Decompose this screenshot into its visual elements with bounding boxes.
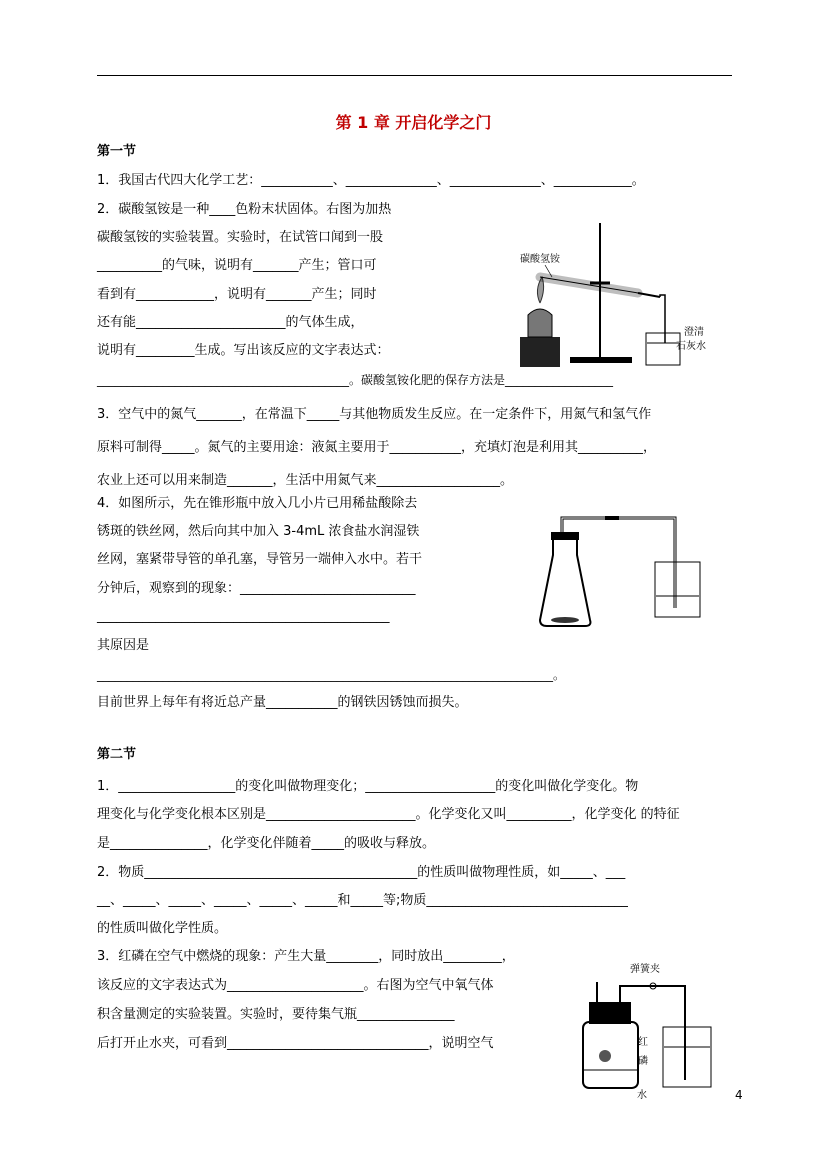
question-line: 4．如图所示，先在锥形瓶中放入几小片已用稀盐酸除去 <box>97 496 418 511</box>
water-label: 水 <box>637 1090 647 1101</box>
page-title: 第 1 章 开启化学之门 <box>335 113 492 132</box>
question-line: 的性质叫做化学性质。 <box>97 921 228 936</box>
question-line: 说明有_________生成。写出该反应的文字表达式： <box>97 343 390 358</box>
phosphorus-label: 磷 <box>638 1056 648 1067</box>
question-line: 碳酸氢铵的实验装置。实验时，在试管口闻到一股 <box>97 230 384 245</box>
clip-label: 弹簧夹 <box>630 964 660 975</box>
page-number: 4 <box>735 1088 743 1102</box>
question-line: __________________________________________。碳酸氢铵化肥的保存方法是__________________ <box>97 373 614 387</box>
question-line: _____________________________________________ <box>97 609 390 624</box>
question-line: ____________________________________________________________________________。 <box>97 668 566 682</box>
oxygen-measurement-apparatus <box>575 952 725 1102</box>
question-line: 积含量测定的实验装置。实验时，要待集气瓶_______________ <box>97 1007 455 1022</box>
ammonium-bicarbonate-apparatus <box>510 215 710 370</box>
question-line: 1．我国古代四大化学工艺：___________、______________、______________、____________。 <box>97 173 645 188</box>
question-line: 锈斑的铁丝网，然后向其中加入 3-4mL 浓食盐水润湿铁 <box>97 524 420 539</box>
question-line: 农业上还可以用来制造_______，生活中用氮气来___________________。 <box>97 473 514 488</box>
question-line: __________的气味，说明有_______产生；管口可 <box>97 258 377 273</box>
question-line: 看到有____________，说明有_______产生；同时 <box>97 287 377 302</box>
section-heading: 第二节 <box>97 747 137 762</box>
question-line: 3．空气中的氮气_______，在常温下_____与其他物质发生反应。在一定条件下，用氮气和氢气作 <box>97 407 652 422</box>
question-line: 2．物质__________________________________________的性质叫做物理性质，如_____、___ <box>97 865 626 880</box>
question-line: 原料可制得_____。氮气的主要用途：液氮主要用于___________，充填灯泡是利用其__________， <box>97 440 657 455</box>
question-line: 还有能_______________________的气体生成， <box>97 315 364 330</box>
question-line: 目前世界上每年有将近总产量___________的钢铁因锈蚀而损失。 <box>97 695 468 710</box>
header-rule <box>97 75 732 76</box>
limewater-label-1: 澄清 <box>684 327 704 338</box>
question-line: 分钟后，观察到的现象：___________________________ <box>97 581 416 596</box>
section-heading: 第一节 <box>97 144 137 159</box>
question-line: 其原因是 <box>97 638 150 653</box>
question-line: 该反应的文字表达式为_____________________。右图为空气中氧气体 <box>97 978 494 993</box>
iron-rusting-apparatus <box>535 510 715 640</box>
limewater-label-2: 石灰水 <box>676 341 706 352</box>
question-line: 理变化与化学变化根本区别是_______________________。化学变化又叫__________，化学变化 的特征 <box>97 807 680 822</box>
question-line: 是_______________，化学变化伴随着_____的吸收与释放。 <box>97 836 436 851</box>
question-line: 1．__________________的变化叫做物理变化；____________________的变化叫做化学变化。物 <box>97 779 639 794</box>
question-line: 后打开止水夹，可看到_______________________________，说明空气 <box>97 1036 494 1051</box>
question-line: 2．碳酸氢铵是一种____色粉末状固体。右图为加热 <box>97 202 392 217</box>
question-line: 丝网，塞紧带导管的单孔塞，导管另一端伸入水中。若干 <box>97 552 423 567</box>
question-line: __、_____、_____、_____、_____、_____和_____等;物质_______________________________ <box>97 893 628 908</box>
red-label: 红 <box>638 1037 648 1048</box>
question-line: 3．红磷在空气中燃烧的现象：产生大量________，同时放出_________， <box>97 949 515 964</box>
reagent-label: 碳酸氢铵 <box>520 254 560 265</box>
